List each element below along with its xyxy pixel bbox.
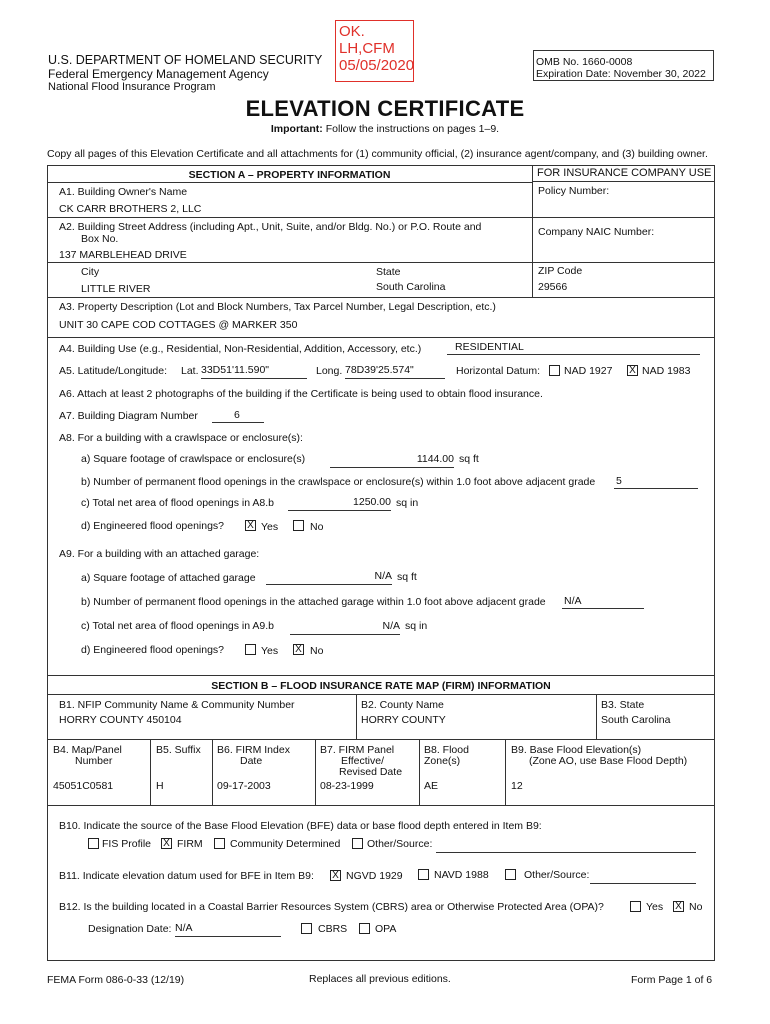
a9-label: A9. For a building with an attached garage: — [59, 548, 260, 560]
a8d-label: d) Engineered flood openings? — [81, 520, 225, 532]
b10-firm-label: FIRM — [177, 838, 203, 850]
section-a-heading: SECTION A – PROPERTY INFORMATION — [188, 169, 391, 181]
b12-no-checkbox[interactable]: X — [673, 901, 684, 912]
b6-label-cont: Date — [240, 755, 263, 767]
nad1927-label: NAD 1927 — [564, 365, 613, 377]
b7-label: B7. FIRM Panel — [320, 744, 395, 756]
b6-index-date[interactable]: 09-17-2003 — [217, 780, 271, 792]
expiration-date: Expiration Date: November 30, 2022 — [536, 68, 706, 80]
cbrs-checkbox[interactable] — [301, 923, 312, 934]
insurance-use-heading: FOR INSURANCE COMPANY USE — [537, 167, 712, 179]
b3-state[interactable]: South Carolina — [601, 714, 671, 726]
a3-label: A3. Property Description (Lot and Block Numbers, Tax Parcel Number, Legal Description, etc.) — [59, 301, 496, 313]
b10-fis-label: FIS Profile — [102, 838, 152, 850]
naic-number-label: Company NAIC Number: — [538, 226, 655, 238]
zip-value[interactable]: 29566 — [538, 281, 568, 293]
stamp-line-2: LH,CFM — [339, 40, 395, 57]
b8-label-cont: Zone(s) — [424, 755, 461, 767]
a1-label: A1. Building Owner's Name — [59, 186, 188, 198]
a8d-no-checkbox[interactable] — [293, 520, 304, 531]
a9a-unit: sq ft — [397, 571, 417, 583]
horizontal-datum-label: Horizontal Datum: — [456, 365, 541, 377]
b11-ngvd-checkbox[interactable]: X — [330, 870, 341, 881]
b10-other-checkbox[interactable] — [352, 838, 363, 849]
b11-navd-checkbox[interactable] — [418, 869, 429, 880]
department-name: U.S. DEPARTMENT OF HOMELAND SECURITY — [48, 53, 323, 67]
a9b-value[interactable]: N/A — [562, 595, 644, 609]
b5-suffix[interactable]: H — [156, 780, 164, 792]
b11-other-label: Other/Source: — [524, 869, 590, 881]
lat-label: Lat. — [181, 365, 199, 377]
b10-other-source-field[interactable] — [436, 838, 696, 853]
a4-building-use[interactable]: RESIDENTIAL — [447, 341, 700, 355]
b9-label: B9. Base Flood Elevation(s) — [511, 744, 642, 756]
b11-other-checkbox[interactable] — [505, 869, 516, 880]
nad1983-checkbox[interactable]: X — [627, 365, 638, 376]
a9b-label: b) Number of permanent flood openings in the attached garage within 1.0 foot above adjacent grade — [81, 596, 546, 608]
approval-stamp — [335, 20, 414, 82]
important-text: Follow the instructions on pages 1–9. — [325, 123, 500, 135]
state-label: State — [376, 266, 401, 278]
copy-note: Copy all pages of this Elevation Certificate and all attachments for (1) community official, (2) insurance agent/company, and (3) building owner. — [47, 148, 708, 160]
zip-label: ZIP Code — [538, 265, 583, 277]
b10-other-label: Other/Source: — [367, 838, 433, 850]
a9a-value[interactable]: N/A — [266, 570, 392, 585]
a9c-unit: sq in — [405, 620, 428, 632]
b9-base-flood-elevation[interactable]: 12 — [511, 780, 523, 792]
b7-label-cont2: Revised Date — [339, 766, 403, 778]
b11-other-source-field[interactable] — [590, 869, 696, 884]
b7-label-cont: Effective/ — [341, 755, 384, 767]
b10-fis-checkbox[interactable] — [88, 838, 99, 849]
a8d-yes-checkbox[interactable]: X — [245, 520, 256, 531]
a9d-yes-label: Yes — [261, 645, 279, 657]
b4-map-panel[interactable]: 45051C0581 — [53, 780, 114, 792]
a9c-label: c) Total net area of flood openings in A9.b — [81, 620, 275, 632]
stamp-line-1: OK. — [339, 23, 365, 40]
b12-label: B12. Is the building located in a Coastal Barrier Resources System (CBRS) area or Otherwise Protected Area (OPA)? — [59, 901, 604, 913]
a8a-unit: sq ft — [459, 453, 479, 465]
city-value[interactable]: LITTLE RIVER — [81, 283, 151, 295]
a8c-label: c) Total net area of flood openings in A8.b — [81, 497, 275, 509]
a6-text: A6. Attach at least 2 photographs of the building if the Certificate is being used to obtain flood insurance. — [59, 388, 543, 400]
a2-street-address[interactable]: 137 MARBLEHEAD DRIVE — [59, 249, 187, 261]
long-label: Long. — [316, 365, 343, 377]
a4-label: A4. Building Use (e.g., Residential, Non-Residential, Addition, Accessory, etc.) — [59, 343, 422, 355]
a8d-no-label: No — [310, 521, 324, 533]
a8a-label: a) Square footage of crawlspace or enclosure(s) — [81, 453, 306, 465]
b9-label-cont: (Zone AO, use Base Flood Depth) — [529, 755, 688, 767]
a9d-no-label: No — [310, 645, 324, 657]
a9d-label: d) Engineered flood openings? — [81, 644, 225, 656]
b4-label-cont: Number — [75, 755, 113, 767]
b10-label: B10. Indicate the source of the Base Flood Elevation (BFE) data or base flood depth entered in Item B9: — [59, 820, 542, 832]
important-note — [0, 123, 770, 135]
replaces-note: Replaces all previous editions. — [309, 973, 451, 985]
a8-label: A8. For a building with a crawlspace or enclosure(s): — [59, 432, 303, 444]
b1-label: B1. NFIP Community Name & Community Number — [59, 699, 295, 711]
nad1927-checkbox[interactable] — [549, 365, 560, 376]
a7-diagram-number[interactable]: 6 — [212, 409, 264, 423]
program-name: National Flood Insurance Program — [48, 81, 216, 93]
a8c-value[interactable]: 1250.00 — [288, 496, 391, 511]
b11-navd-label: NAVD 1988 — [434, 869, 489, 881]
opa-label: OPA — [375, 923, 397, 935]
a8d-yes-label: Yes — [261, 521, 279, 533]
b4-label: B4. Map/Panel — [53, 744, 122, 756]
a3-property-description[interactable]: UNIT 30 CAPE COD COTTAGES @ MARKER 350 — [59, 319, 298, 331]
page-title: ELEVATION CERTIFICATE — [245, 96, 525, 121]
b12-yes-label: Yes — [646, 901, 664, 913]
longitude-value[interactable]: 78D39'25.574" — [345, 364, 445, 379]
latitude-value[interactable]: 33D51'11.590" — [201, 364, 307, 379]
b12-no-label: No — [689, 901, 703, 913]
b3-label: B3. State — [601, 699, 645, 711]
b8-label: B8. Flood — [424, 744, 469, 756]
b2-county[interactable]: HORRY COUNTY — [361, 714, 446, 726]
designation-date-value[interactable]: N/A — [175, 922, 281, 937]
b12-yes-checkbox[interactable] — [630, 901, 641, 912]
important-label: Important: — [270, 123, 323, 135]
form-number: FEMA Form 086-0-33 (12/19) — [47, 974, 185, 986]
page-number: Form Page 1 of 6 — [631, 974, 713, 986]
a2-label: A2. Building Street Address (including Apt., Unit, Suite, and/or Bldg. No.) or P.O. Route and — [59, 221, 482, 233]
a9a-label: a) Square footage of attached garage — [81, 572, 256, 584]
cbrs-label: CBRS — [318, 923, 348, 935]
opa-checkbox[interactable] — [359, 923, 370, 934]
b8-flood-zone[interactable]: AE — [424, 780, 439, 792]
b7-panel-date[interactable]: 08-23-1999 — [320, 780, 374, 792]
omb-box — [533, 50, 714, 81]
a2-label-cont: Box No. — [81, 233, 119, 245]
b2-label: B2. County Name — [361, 699, 444, 711]
b6-label: B6. FIRM Index — [217, 744, 290, 756]
a8b-label: b) Number of permanent flood openings in the crawlspace or enclosure(s) within 1.0 foot above adjacent grade — [81, 476, 596, 488]
agency-name: Federal Emergency Management Agency — [48, 67, 269, 81]
b10-firm-checkbox[interactable]: X — [161, 838, 172, 849]
a7-label: A7. Building Diagram Number — [59, 410, 198, 422]
stamp-line-3: 05/05/2020 — [339, 57, 415, 74]
a5-label: A5. Latitude/Longitude: — [59, 365, 168, 377]
omb-number: OMB No. 1660-0008 — [536, 56, 633, 68]
a8c-unit: sq in — [396, 497, 419, 509]
city-label: City — [81, 266, 100, 278]
a9d-yes-checkbox[interactable] — [245, 644, 256, 655]
a9c-value[interactable]: N/A — [290, 620, 400, 635]
a8b-value[interactable]: 5 — [614, 475, 698, 489]
b11-label: B11. Indicate elevation datum used for BFE in Item B9: — [59, 870, 314, 882]
state-value[interactable]: South Carolina — [376, 281, 446, 293]
designation-date-label: Designation Date: — [88, 923, 172, 935]
policy-number-label: Policy Number: — [538, 185, 610, 197]
b11-ngvd-label: NGVD 1929 — [346, 870, 403, 882]
a1-owner-name[interactable]: CK CARR BROTHERS 2, LLC — [59, 203, 202, 215]
b5-label: B5. Suffix — [156, 744, 201, 756]
b1-community[interactable]: HORRY COUNTY 450104 — [59, 714, 182, 726]
b10-community-checkbox[interactable] — [214, 838, 225, 849]
section-b-heading: SECTION B – FLOOD INSURANCE RATE MAP (FIRM) INFORMATION — [211, 680, 551, 692]
a8a-value[interactable]: 1144.00 — [330, 453, 454, 468]
b10-community-label: Community Determined — [230, 838, 341, 850]
nad1983-label: NAD 1983 — [642, 365, 691, 377]
a9d-no-checkbox[interactable]: X — [293, 644, 304, 655]
